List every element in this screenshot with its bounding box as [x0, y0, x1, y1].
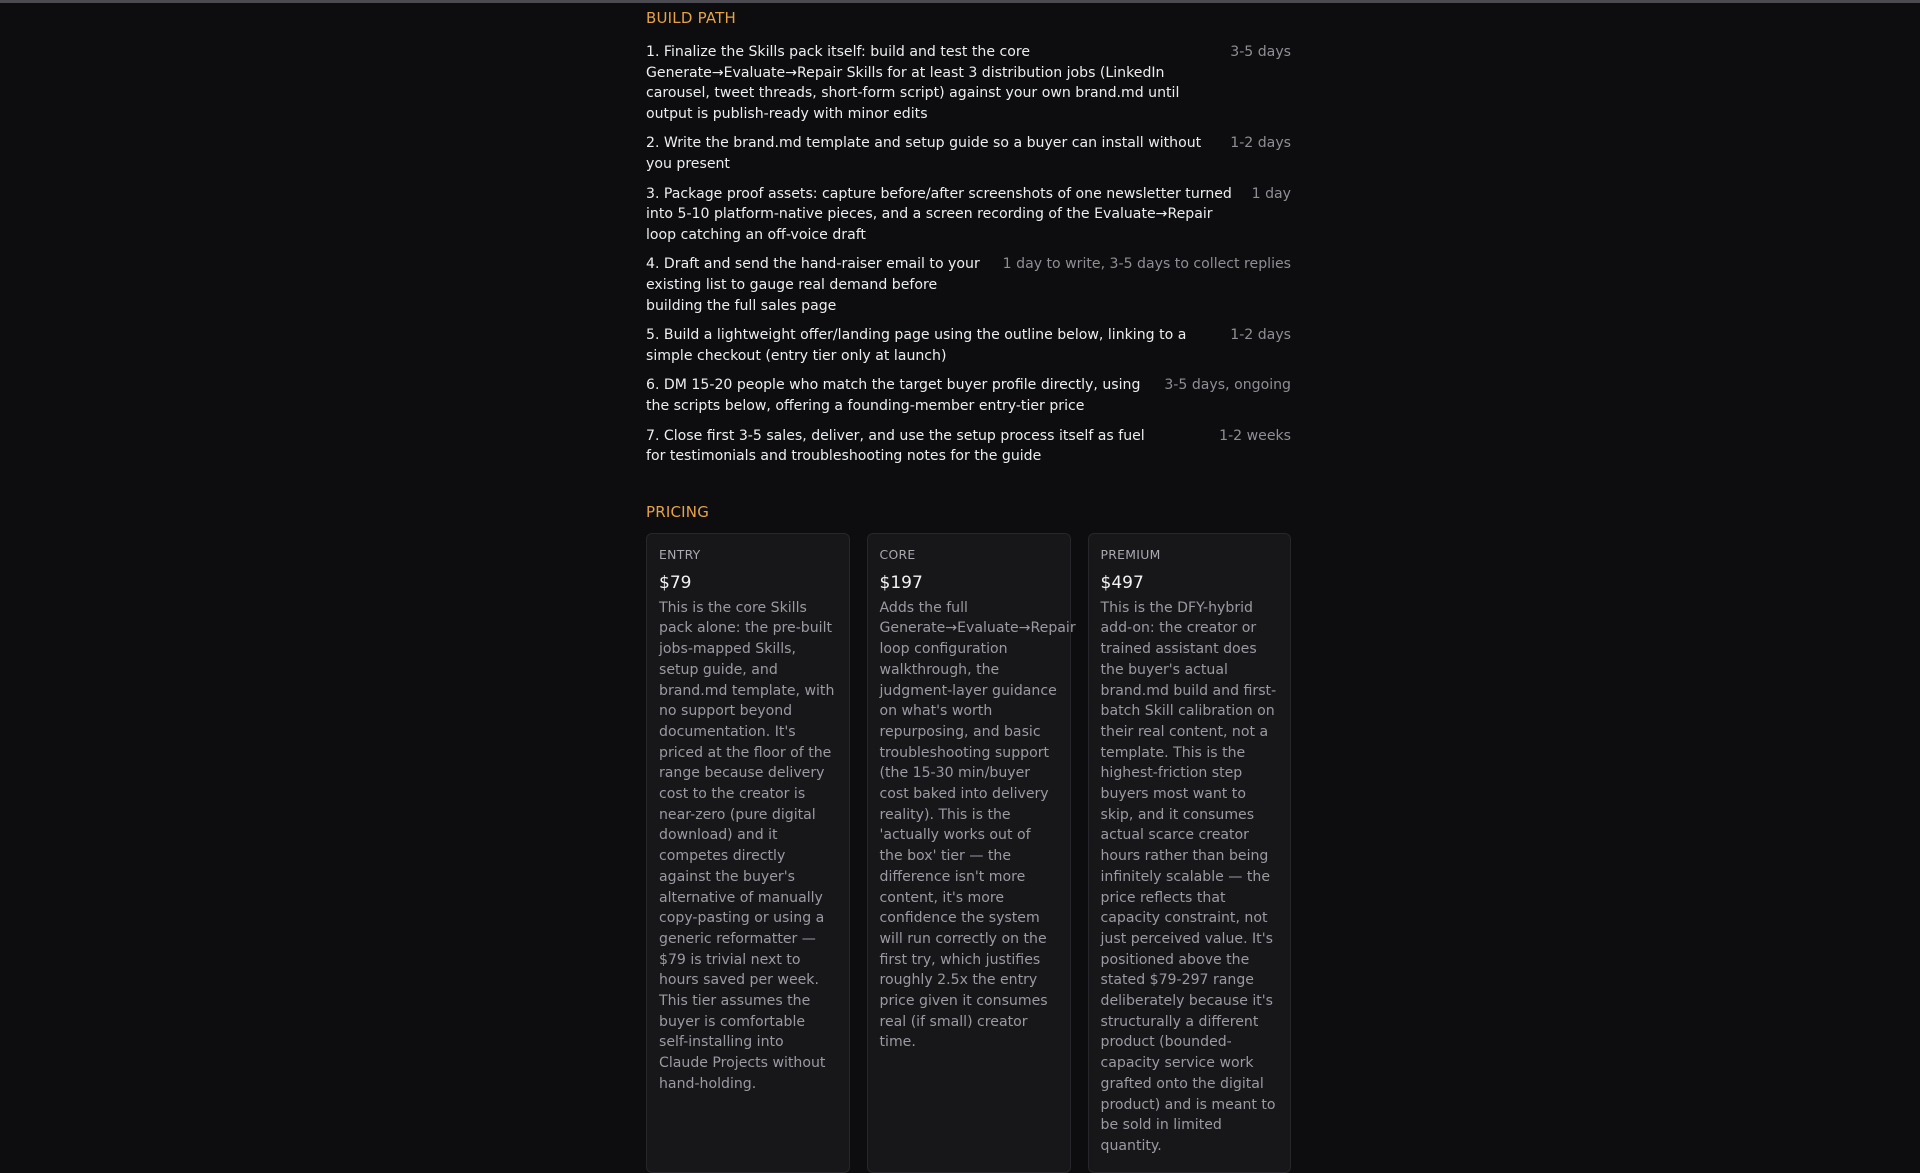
build-step-duration: 1 day to write, 3-5 days to collect replies [1002, 256, 1291, 273]
tier-price: $79 [659, 572, 692, 593]
tier-description: This is the DFY-hybrid add-on: the creator or trained assistant does the buyer's actual brand.md build and first-batch Skill calibration on their real content, not a template. This is the highest-friction step buyers most want to skip, and it consumes actual scarce creator hours rather than being infinitely scalable — the price reflects that capacity constraint, not just perceived value. It's positioned above the stated $79-297 range deliberately because it's structurally a different product (bounded-capacity service work grafted onto the digital product) and is meant to be sold in limited quantity. [1100, 599, 1277, 1154]
build-path-heading: BUILD PATH [646, 9, 736, 27]
build-path-list [646, 42, 1291, 467]
tier-description: This is the core Skills pack alone: the pre-built jobs-mapped Skills, setup guide, and brand.md template, with no support beyond documentation. It's priced at the floor of the range because delivery cost to the creator is near-zero (pure digital download) and it competes directly against the buyer's alternative of manually copy-pasting or using a generic reformatter — $79 is trivial next to hours saved per week. This tier assumes the buyer is comfortable self-installing into Claude Projects without hand-holding. [659, 599, 835, 1092]
build-step-duration: 1-2 weeks [1219, 427, 1291, 444]
tier-description: Adds the full Generate→Evaluate→Repair loop configuration walkthrough, the judgment-layer guidance on what's worth repurposing, and basic troubleshooting support (the 15-30 min/buyer cost baked into delivery reality). This is the 'actually works out of the box' tier — the difference isn't more content, it's more confidence the system will run correctly on the first try, which justifies roughly 2.5x the entry price given it consumes real (if small) creator time. [879, 599, 1076, 1051]
build-step-text: 2. Write the brand.md template and setup guide so a buyer can install without you present [646, 135, 1202, 172]
build-step-text: 6. DM 15-20 people who match the target buyer profile directly, using the scripts below, offering a founding-member entry-tier price [646, 377, 1141, 414]
build-step-4 [646, 254, 1291, 316]
build-step-3 [646, 184, 1291, 246]
tier-name: PREMIUM [1100, 546, 1161, 562]
build-step-text: 1. Finalize the Skills pack itself: build and test the core Generate→Evaluate→Repair Skills for at least 3 distribution jobs (LinkedIn carousel, tweet threads, short-form script) against your own brand.md until output is publish-ready with minor edits [646, 44, 1180, 122]
pricing-card-core [867, 533, 1076, 1173]
build-step-5 [646, 325, 1291, 366]
pricing-heading: PRICING [646, 502, 710, 521]
tier-price: $197 [879, 572, 923, 593]
build-step-duration: 1-2 days [1230, 327, 1291, 344]
pricing-tiers [646, 533, 1291, 1173]
build-step-1 [646, 42, 1291, 124]
tier-name: CORE [879, 546, 916, 562]
build-step-text: 5. Build a lightweight offer/landing page using the outline below, linking to a simple checkout (entry tier only at launch) [646, 327, 1187, 364]
build-step-duration: 3-5 days [1230, 44, 1291, 60]
build-step-duration: 1 day [1251, 185, 1291, 202]
build-step-2 [646, 133, 1291, 174]
tier-price: $497 [1100, 572, 1144, 593]
build-step-duration: 3-5 days, ongoing [1164, 377, 1291, 394]
build-step-text: 3. Package proof assets: capture before/after screenshots of one newsletter turned into 5-10 platform-native pieces, and a screen recording of the Evaluate→Repair loop catching an off-voice draft [646, 185, 1232, 243]
build-step-text: 7. Close first 3-5 sales, deliver, and use the setup process itself as fuel for testimonials and troubleshooting notes for the guide [646, 427, 1145, 465]
build-step-7 [646, 426, 1291, 467]
build-step-6 [646, 375, 1291, 416]
build-step-text: 4. Draft and send the hand-raiser email to your existing list to gauge real demand before building the full sales page [646, 256, 980, 314]
tier-name: ENTRY [659, 546, 701, 562]
pricing-card-entry [646, 533, 850, 1173]
pricing-card-premium [1088, 533, 1292, 1173]
content-column [646, 0, 1291, 1173]
build-step-duration: 1-2 days [1230, 135, 1291, 152]
